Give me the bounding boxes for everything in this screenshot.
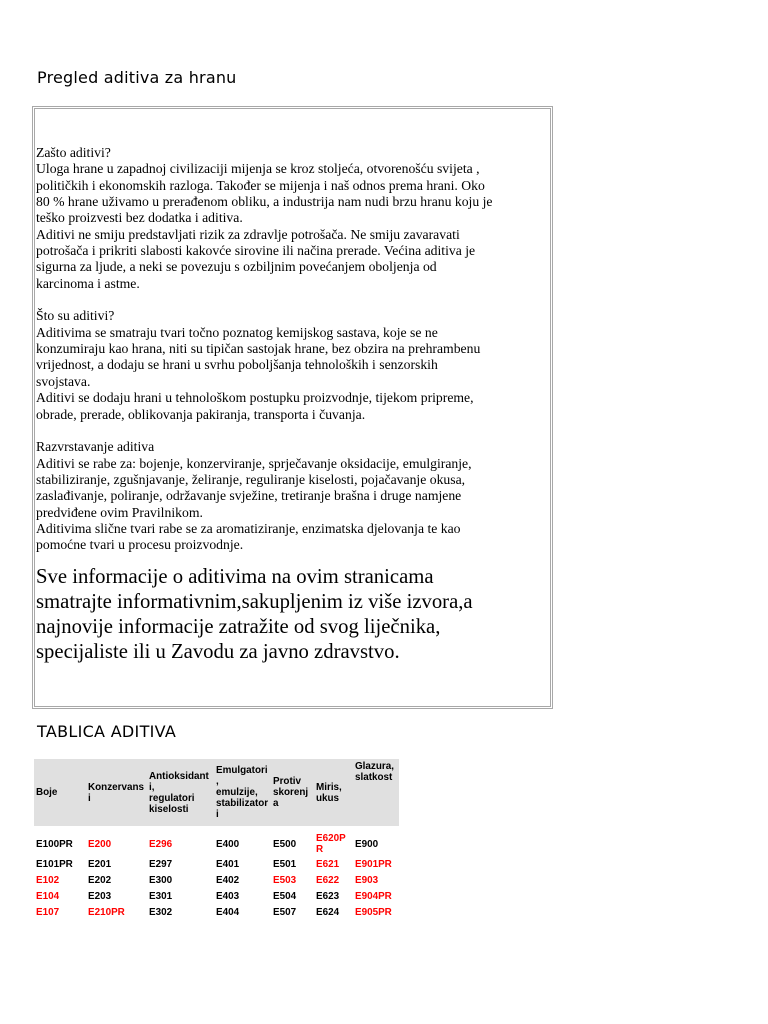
- table-cell: E624: [316, 906, 340, 918]
- table-cell: E203: [88, 890, 112, 902]
- table-heading: TABLICA ADITIVA: [37, 722, 177, 741]
- disclaimer: [36, 565, 554, 665]
- table-cell: E402: [216, 874, 240, 886]
- table-cell: E901PR: [355, 858, 392, 870]
- header-anticaking: Protiv skorenj a: [271, 759, 314, 826]
- text-line: konzumiraju kao hrana, niti su tipičan sastojak hrane, bez obzira na prehrambenu: [36, 341, 481, 357]
- table-cell: E301: [149, 890, 173, 902]
- header-glazing: Glazura, slatkost: [353, 759, 399, 826]
- text-line: stabiliziranje, zgušnjavanje, želiranje, reguliranje kiselosti, pojačavanje okusa,: [36, 471, 466, 487]
- table-cell: E503: [273, 874, 297, 886]
- text-line: sigurna za ljude, a neki se povezuju s ozbiljnim povećanjem oboljenja od: [36, 259, 437, 275]
- table-row: [34, 872, 399, 888]
- text-line: obrade, prerade, oblikovanja pakiranja, transporta i čuvanja.: [36, 406, 366, 422]
- table-header-row: [34, 759, 399, 826]
- table-cell: E101PR: [36, 858, 73, 870]
- text-line: predviđene ovim Pravilnikom.: [36, 504, 203, 520]
- table-row: [34, 888, 399, 904]
- table-cell: E507: [273, 906, 297, 918]
- text-line: Aditivi ne smiju predstavljati rizik za zdravlje potrošača. Ne smiju zavaravati: [36, 226, 460, 242]
- text-line: potrošača i prikriti slabosti kakovće sirovine ili načina prerade. Većina aditiva je: [36, 243, 476, 259]
- table-cell: E623: [316, 890, 340, 902]
- section-heading-what: Što su aditivi?: [36, 308, 115, 324]
- table-cell: E620P R: [316, 833, 346, 855]
- table-cell: E296: [149, 838, 173, 850]
- table-cell: E903: [355, 874, 379, 886]
- table-cell: E400: [216, 838, 240, 850]
- text-line: Aditivima se smatraju tvari točno poznatog kemijskog sastava, koje se ne: [36, 324, 438, 340]
- disclaimer-line: specijaliste ili u Zavodu za javno zdravstvo.: [36, 640, 400, 663]
- header-preservatives: Konzervans i: [86, 759, 147, 826]
- table-cell: E404: [216, 906, 240, 918]
- table-cell: E621: [316, 858, 340, 870]
- text-line: zaslađivanje, poliranje, održavanje svježine, tretiranje brašna i druge namjene: [36, 488, 462, 504]
- table-cell: E500: [273, 838, 297, 850]
- info-box: [32, 106, 553, 709]
- table-cell: E904PR: [355, 890, 392, 902]
- table-cell: E300: [149, 874, 173, 886]
- table-row: [34, 904, 399, 920]
- text-line: Aditivima slične tvari rabe se za aromatiziranje, enzimatska djelovanja te kao: [36, 520, 461, 536]
- table-cell: E297: [149, 858, 173, 870]
- table-cell: E504: [273, 890, 297, 902]
- table-cell: E201: [88, 858, 112, 870]
- info-text: [36, 145, 554, 665]
- text-line: teško proizvesti bez dodatka i aditiva.: [36, 210, 243, 226]
- text-line: svojstava.: [36, 373, 91, 389]
- text-line: Uloga hrane u zapadnoj civilizaciji mijenja se kroz stoljeća, otvorenošću svijeta ,: [36, 161, 480, 177]
- page-title: Pregled aditiva za hranu: [37, 68, 237, 87]
- text-line: Aditivi se rabe za: bojenje, konzerviranje, sprječavanje oksidacije, emulgiranje,: [36, 455, 472, 471]
- table-cell: E401: [216, 858, 240, 870]
- table-cell: E107: [36, 906, 60, 918]
- table-row: [34, 826, 399, 856]
- text-line: Aditivi se dodaju hrani u tehnološkom postupku proizvodnje, tijekom pripreme,: [36, 390, 474, 406]
- table-cell: E210PR: [88, 906, 125, 918]
- disclaimer-line: najnovije informacije zatražite od svog liječnika,: [36, 615, 441, 638]
- disclaimer-line: Sve informacije o aditivima na ovim stranicama: [36, 565, 434, 588]
- table-cell: E403: [216, 890, 240, 902]
- header-flavour: Miris, ukus: [314, 759, 353, 826]
- table-cell: E622: [316, 874, 340, 886]
- header-antioxidants: Antioksidant i, regulatori kiselosti: [147, 759, 214, 826]
- text-line: karcinoma i astme.: [36, 275, 140, 291]
- disclaimer-line: smatrajte informativnim,sakupljenim iz više izvora,a: [36, 590, 473, 613]
- table-cell: E302: [149, 906, 173, 918]
- table-cell: E200: [88, 838, 112, 850]
- section-heading-why: Zašto aditivi?: [36, 145, 111, 160]
- text-line: političkih i ekonomskih razloga. Također se mijenja i naš odnos prema hrani. Oko: [36, 177, 485, 193]
- header-emulsifiers: Emulgatori , emulzije, stabilizator i: [214, 759, 271, 826]
- table-cell: E100PR: [36, 838, 73, 850]
- table-cell: E501: [273, 858, 297, 870]
- text-line: pomoćne tvari u procesu proizvodnje.: [36, 537, 244, 553]
- table-row: [34, 856, 399, 872]
- text-line: 80 % hrane uživamo u prerađenom obliku, a industrija nam nudi brzu hranu koju je: [36, 194, 493, 210]
- table-cell: E900: [355, 838, 379, 850]
- table-cell: E202: [88, 874, 112, 886]
- additives-table: [34, 759, 399, 920]
- section-heading-classification: Razvrstavanje aditiva: [36, 439, 155, 455]
- header-colors: Boje: [34, 759, 86, 826]
- table-cell: E104: [36, 890, 60, 902]
- table-cell: E905PR: [355, 906, 392, 918]
- text-line: vrijednost, a dodaju se hrani u svrhu poboljšanja tehnoloških i senzorskih: [36, 357, 438, 373]
- table-cell: E102: [36, 874, 60, 886]
